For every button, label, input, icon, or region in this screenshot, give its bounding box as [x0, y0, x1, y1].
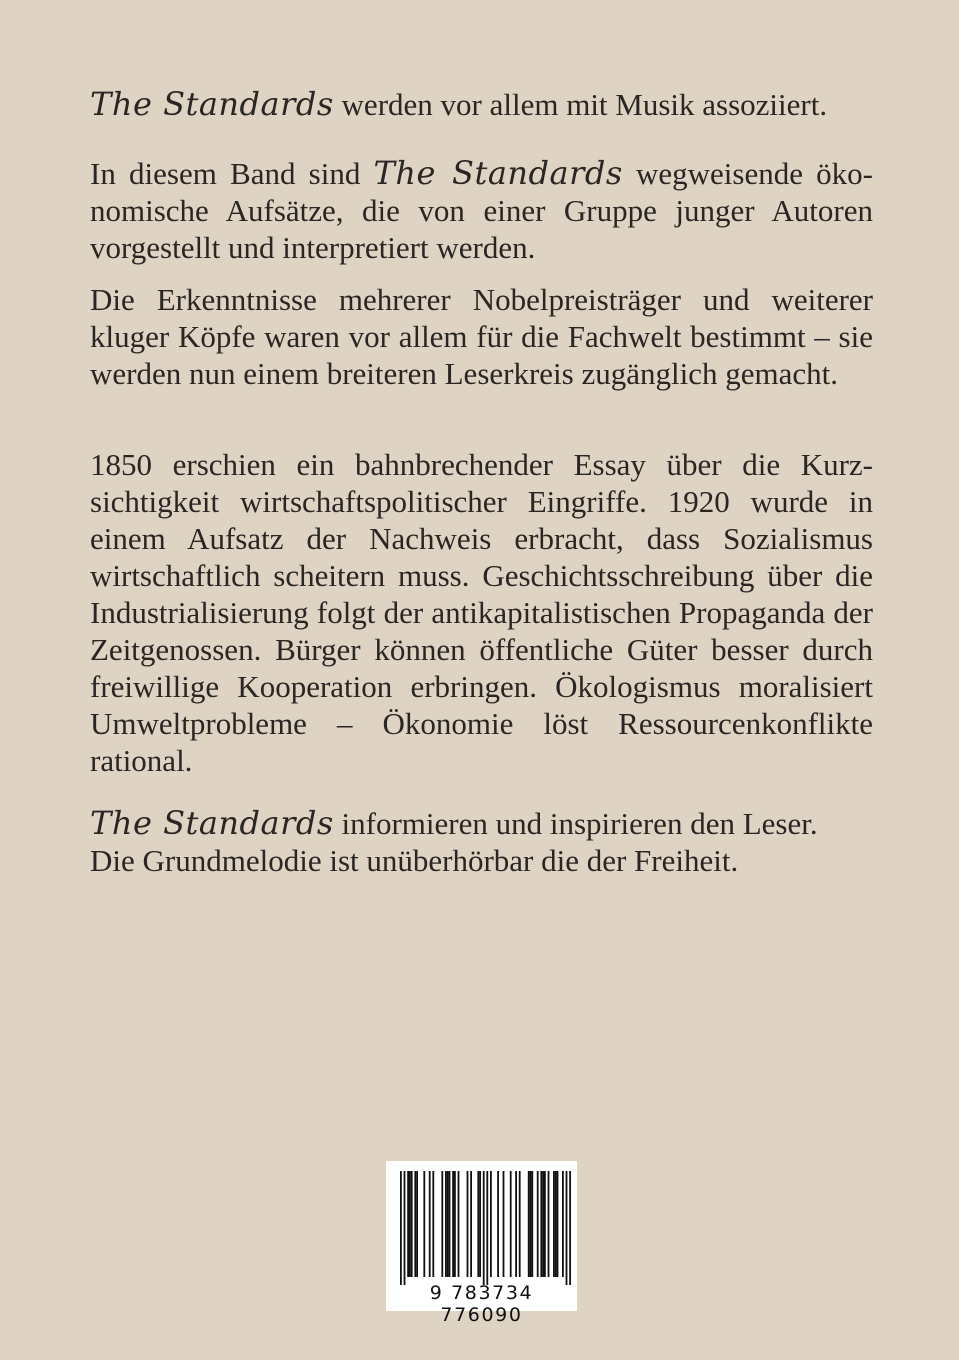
barcode-bar — [503, 1171, 505, 1277]
barcode-bar — [404, 1171, 406, 1285]
barcode-bar — [414, 1171, 416, 1277]
barcode-bar — [432, 1171, 434, 1277]
brand-name: The Standards — [90, 85, 334, 123]
barcode-bar — [407, 1171, 409, 1277]
closing-line-2: Die Grundmelodie ist unüberhörbar die der Freiheit. — [90, 843, 739, 878]
barcode-bar — [528, 1171, 530, 1277]
barcode-bar — [479, 1171, 481, 1277]
barcode-bar — [519, 1171, 521, 1277]
barcode-bar — [486, 1171, 488, 1285]
isbn-barcode — [386, 1161, 577, 1326]
brand-name: The Standards — [373, 154, 623, 192]
barcode-bar — [566, 1171, 568, 1285]
brand-name: The Standards — [90, 804, 334, 842]
nobel-text: Die Erkenntnisse mehrerer Nobelpreisträger und weiterer kluger Köpfe waren vor allem für die Fachwelt bestimmt – sie werden nun einem breiteren Leserkreis zugänglich gemacht. — [90, 282, 873, 391]
barcode-bar — [458, 1171, 460, 1277]
barcode-bar — [497, 1171, 499, 1277]
barcode-bar — [553, 1171, 555, 1277]
barcode-bar — [411, 1171, 413, 1277]
barcode-bar — [477, 1171, 479, 1277]
paragraph-volume — [90, 155, 873, 266]
barcode-bar — [454, 1171, 456, 1277]
barcode-bar — [409, 1171, 411, 1277]
barcode-bar — [555, 1171, 557, 1277]
topics-text: 1850 erschien ein bahnbrechender Essay über die Kurzsichtigkeit wirtschaftspolitischer Eingriffe. 1920 wurde in einem Aufsatz der Nachweis erbracht, dass Sozialismus wirtschaftlich scheitern muss. Geschichtsschreibung über die Industrialisierung folgt der antikapitalistischen Propaganda der Zeitgenossen. Bürger können öffentliche Güter besser durch freiwillige Kooperation erbringen. Ökologismus moralisiert Umweltprobleme – Ökonomie löst Ressourcenkonflikte rational. — [90, 447, 873, 778]
paragraph-nobel — [90, 281, 873, 392]
barcode-bar — [530, 1171, 532, 1277]
barcode-bar — [449, 1171, 451, 1277]
barcode-bar — [548, 1171, 550, 1277]
barcode-bar — [467, 1171, 469, 1277]
barcode-bar — [510, 1171, 512, 1277]
barcode-bar — [400, 1171, 402, 1285]
barcode-bar — [445, 1171, 447, 1277]
paragraph-intro — [90, 86, 873, 123]
barcode-bar — [531, 1171, 533, 1277]
closing-text: informieren und inspirieren den Leser. — [333, 806, 818, 841]
barcode-bar — [557, 1171, 559, 1277]
barcode-bar — [544, 1171, 546, 1277]
barcode-bar — [441, 1171, 443, 1277]
barcode-bar — [452, 1171, 454, 1277]
barcode-bar — [429, 1171, 431, 1277]
barcode-bar — [470, 1171, 472, 1277]
barcode-bar — [515, 1171, 517, 1277]
barcode-bar — [416, 1171, 418, 1277]
barcode-bar — [423, 1171, 425, 1277]
barcode-bar — [490, 1171, 492, 1277]
volume-text-start: In diesem Band sind — [90, 156, 374, 191]
barcode-bar — [540, 1171, 542, 1277]
barcode-bar — [483, 1171, 485, 1285]
paragraph-topics — [90, 446, 873, 779]
barcode-bar — [537, 1171, 539, 1277]
barcode-bar — [569, 1171, 571, 1285]
barcode-bar — [562, 1171, 564, 1277]
barcode-bar — [447, 1171, 449, 1277]
paragraph-closing — [90, 805, 873, 879]
intro-text: werden vor allem mit Musik assoziiert. — [333, 87, 828, 122]
isbn-number: 9 783734 776090 — [429, 1282, 534, 1326]
volume-text-end: wegweisende ökonomische Aufsätze, die von einer Gruppe junger Autoren vorgestellt und interpretiert werden. — [90, 156, 873, 265]
barcode-bar — [542, 1171, 544, 1277]
